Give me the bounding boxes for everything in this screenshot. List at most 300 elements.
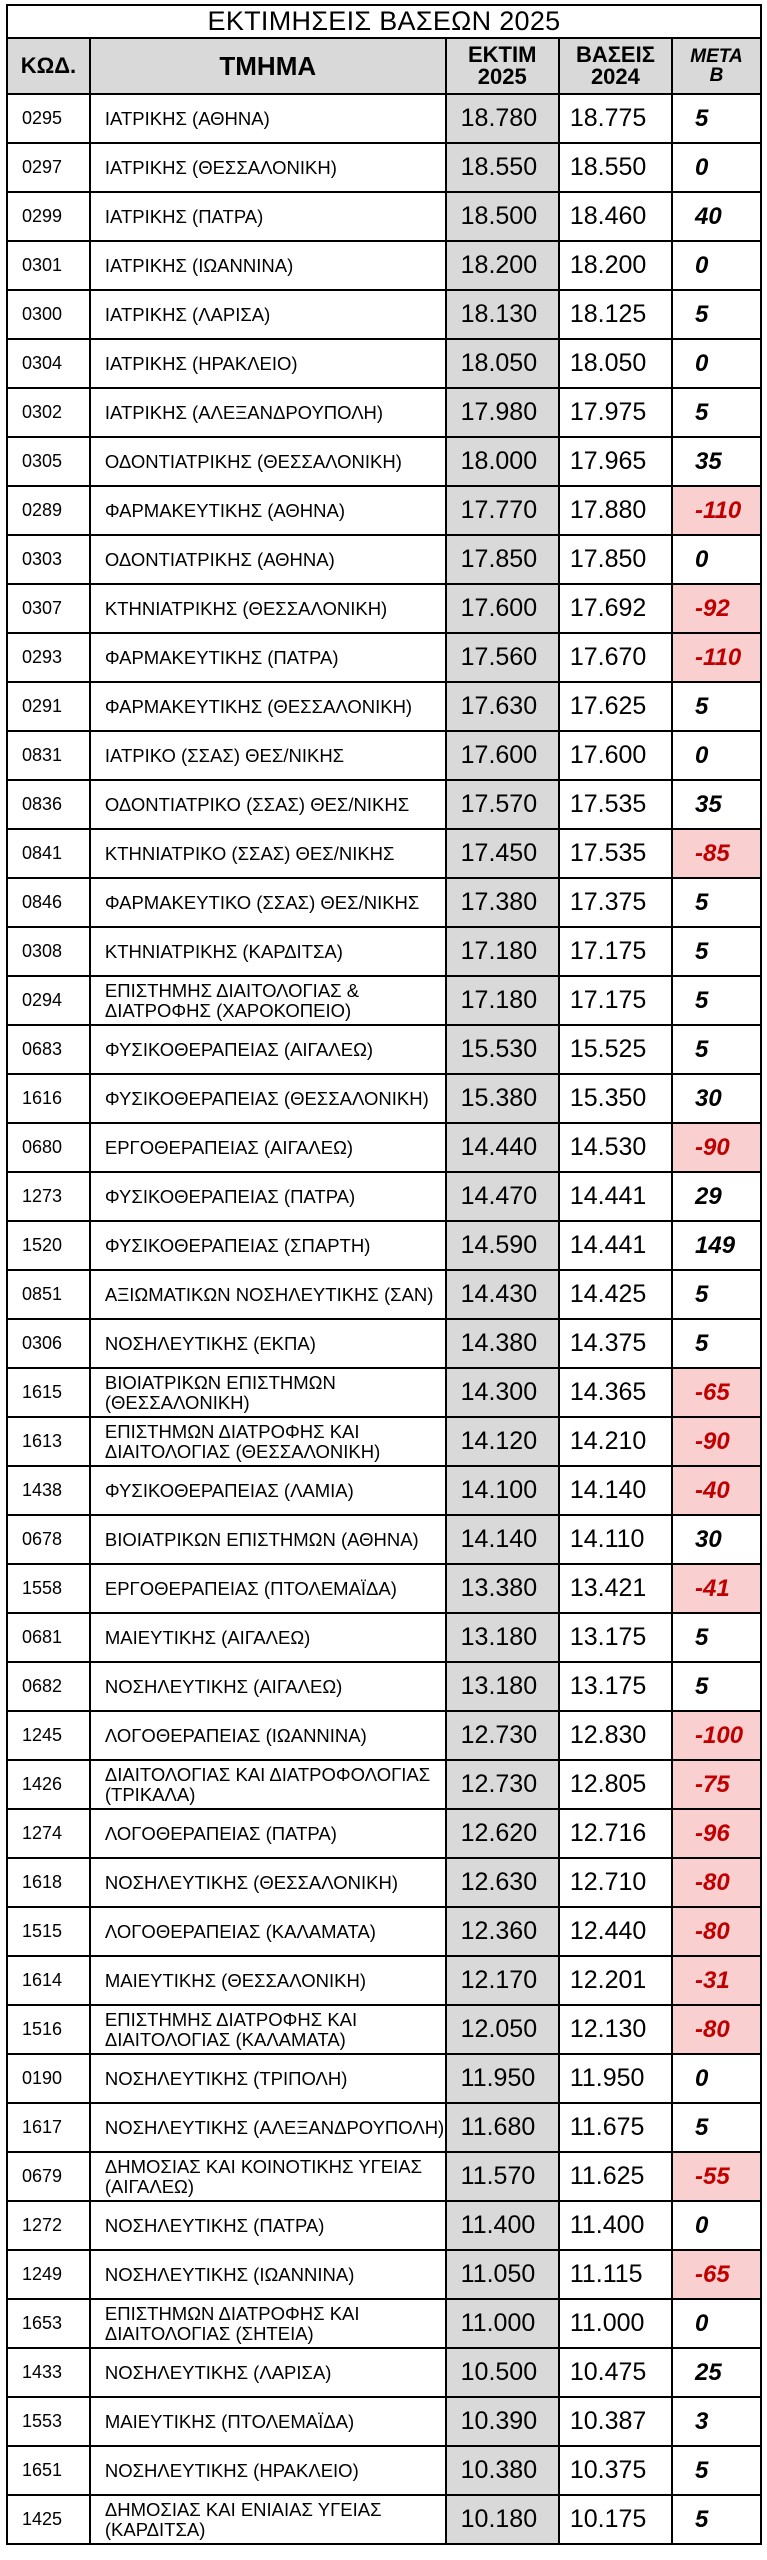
row-bases-2024: 17.670 [559,633,672,682]
row-estimate-2025: 17.180 [446,927,559,976]
row-code: 0304 [7,339,90,388]
row-bases-2024: 17.600 [559,731,672,780]
row-estimate-2025: 12.730 [446,1760,559,1809]
row-department: ΛΟΓΟΘΕΡΑΠΕΙΑΣ (ΚΑΛΑΜΑΤΑ) [90,1907,446,1956]
row-code: 0680 [7,1123,90,1172]
row-bases-2024: 17.625 [559,682,672,731]
row-bases-2024: 12.716 [559,1809,672,1858]
row-bases-2024: 11.950 [559,2054,672,2103]
table-row [7,486,761,535]
row-bases-2024: 14.210 [559,1417,672,1466]
row-code: 0190 [7,2054,90,2103]
row-code: 0679 [7,2152,90,2201]
row-estimate-2025: 11.950 [446,2054,559,2103]
row-bases-2024: 17.965 [559,437,672,486]
row-estimate-2025: 14.380 [446,1319,559,1368]
row-department: ΒΙΟΙΑΤΡΙΚΩΝ ΕΠΙΣΤΗΜΩΝ (ΘΕΣΣΑΛΟΝΙΚΗ) [90,1368,446,1417]
row-change: -75 [672,1760,761,1809]
row-bases-2024: 17.535 [559,780,672,829]
table-row [7,1564,761,1613]
table-row [7,2299,761,2348]
row-bases-2024: 12.805 [559,1760,672,1809]
row-department: ΔΗΜΟΣΙΑΣ ΚΑΙ ΚΟΙΝΟΤΙΚΗΣ ΥΓΕΙΑΣ (ΑΙΓΑΛΕΩ) [90,2152,446,2201]
row-bases-2024: 17.175 [559,927,672,976]
row-change: -85 [672,829,761,878]
header-change [672,38,761,94]
table-row [7,829,761,878]
row-bases-2024: 17.175 [559,976,672,1025]
table-row [7,535,761,584]
table-row [7,241,761,290]
row-department: ΦΑΡΜΑΚΕΥΤΙΚΗΣ (ΑΘΗΝΑ) [90,486,446,535]
table-row [7,1907,761,1956]
row-change: 5 [672,682,761,731]
row-department: ΙΑΤΡΙΚΗΣ (ΛΑΡΙΣΑ) [90,290,446,339]
row-estimate-2025: 14.300 [446,1368,559,1417]
row-change: -65 [672,2250,761,2299]
row-department: ΦΑΡΜΑΚΕΥΤΙΚΗΣ (ΠΑΤΡΑ) [90,633,446,682]
row-estimate-2025: 17.770 [446,486,559,535]
row-change: -40 [672,1466,761,1515]
row-estimate-2025: 17.180 [446,976,559,1025]
row-bases-2024: 14.530 [559,1123,672,1172]
row-code: 0305 [7,437,90,486]
row-code: 1516 [7,2005,90,2054]
row-bases-2024: 11.000 [559,2299,672,2348]
row-department: ΦΥΣΙΚΟΘΕΡΑΠΕΙΑΣ (ΣΠΑΡΤΗ) [90,1221,446,1270]
row-bases-2024: 14.365 [559,1368,672,1417]
table-row [7,1417,761,1466]
estimates-sheet [6,4,762,2556]
row-estimate-2025: 10.390 [446,2397,559,2446]
row-department: ΜΑΙΕΥΤΙΚΗΣ (ΘΕΣΣΑΛΟΝΙΚΗ) [90,1956,446,2005]
row-estimate-2025: 17.570 [446,780,559,829]
row-code: 1425 [7,2495,90,2544]
header-bases-2024 [559,38,672,94]
row-change: -92 [672,584,761,633]
row-code: 0295 [7,94,90,143]
row-change: -110 [672,633,761,682]
row-estimate-2025: 14.100 [446,1466,559,1515]
row-change: 0 [672,143,761,192]
row-change: 5 [672,388,761,437]
row-department: ΕΠΙΣΤΗΜΗΣ ΔΙΑΤΡΟΦΗΣ ΚΑΙ ΔΙΑΙΤΟΛΟΓΙΑΣ (ΚΑΛΑΜΑΤΑ) [90,2005,446,2054]
row-bases-2024: 10.175 [559,2495,672,2544]
row-department: ΔΗΜΟΣΙΑΣ ΚΑΙ ΕΝΙΑΙΑΣ ΥΓΕΙΑΣ (ΚΑΡΔΙΤΣΑ) [90,2495,446,2544]
row-code: 1653 [7,2299,90,2348]
row-estimate-2025: 18.780 [446,94,559,143]
row-bases-2024: 10.475 [559,2348,672,2397]
row-bases-2024: 18.200 [559,241,672,290]
row-estimate-2025: 18.550 [446,143,559,192]
row-estimate-2025: 10.500 [446,2348,559,2397]
row-estimate-2025: 17.980 [446,388,559,437]
row-bases-2024: 18.550 [559,143,672,192]
row-department: ΦΥΣΙΚΟΘΕΡΑΠΕΙΑΣ (ΛΑΜΙΑ) [90,1466,446,1515]
row-department: ΙΑΤΡΙΚΟ (ΣΣΑΣ) ΘΕΣ/ΝΙΚΗΣ [90,731,446,780]
row-bases-2024: 14.110 [559,1515,672,1564]
row-department: ΝΟΣΗΛΕΥΤΙΚΗΣ (ΤΡΙΠΟΛΗ) [90,2054,446,2103]
row-change: -80 [672,1858,761,1907]
table-row [7,1172,761,1221]
row-estimate-2025: 15.530 [446,1025,559,1074]
header-bases-line1: ΒΑΣΕΙΣ [575,42,655,67]
row-code: 0293 [7,633,90,682]
table-row [7,388,761,437]
row-department: ΙΑΤΡΙΚΗΣ (ΘΕΣΣΑΛΟΝΙΚΗ) [90,143,446,192]
table-row [7,1221,761,1270]
row-bases-2024: 12.440 [559,1907,672,1956]
row-code: 1613 [7,1417,90,1466]
row-department: ΦΑΡΜΑΚΕΥΤΙΚΟ (ΣΣΑΣ) ΘΕΣ/ΝΙΚΗΣ [90,878,446,927]
row-change: -90 [672,1123,761,1172]
row-department: ΦΥΣΙΚΟΘΕΡΑΠΕΙΑΣ (ΑΙΓΑΛΕΩ) [90,1025,446,1074]
table-row [7,143,761,192]
row-estimate-2025: 12.170 [446,1956,559,2005]
row-code: 1618 [7,1858,90,1907]
header-estimate-line2: 2025 [477,64,527,89]
row-department: ΝΟΣΗΛΕΥΤΙΚΗΣ (ΙΩΑΝΝΙΝΑ) [90,2250,446,2299]
row-bases-2024: 14.441 [559,1172,672,1221]
row-bases-2024: 10.387 [559,2397,672,2446]
row-change: 29 [672,1172,761,1221]
table-row [7,2348,761,2397]
table-row [7,1466,761,1515]
row-code: 1617 [7,2103,90,2152]
row-department: ΛΟΓΟΘΕΡΑΠΕΙΑΣ (ΠΑΤΡΑ) [90,1809,446,1858]
table-row [7,682,761,731]
row-code: 0682 [7,1662,90,1711]
row-department: ΝΟΣΗΛΕΥΤΙΚΗΣ (ΛΑΡΙΣΑ) [90,2348,446,2397]
row-estimate-2025: 15.380 [446,1074,559,1123]
row-department: ΙΑΤΡΙΚΗΣ (ΠΑΤΡΑ) [90,192,446,241]
row-bases-2024: 10.375 [559,2446,672,2495]
row-department: ΟΔΟΝΤΙΑΤΡΙΚΟ (ΣΣΑΣ) ΘΕΣ/ΝΙΚΗΣ [90,780,446,829]
row-change: 35 [672,437,761,486]
row-code: 1426 [7,1760,90,1809]
row-department: ΔΙΑΙΤΟΛΟΓΙΑΣ ΚΑΙ ΔΙΑΤΡΟΦΟΛΟΓΙΑΣ (ΤΡΙΚΑΛΑ) [90,1760,446,1809]
row-change: 5 [672,1662,761,1711]
row-estimate-2025: 17.850 [446,535,559,584]
row-estimate-2025: 12.730 [446,1711,559,1760]
table-row [7,2495,761,2544]
table-row [7,94,761,143]
row-code: 1616 [7,1074,90,1123]
row-estimate-2025: 12.050 [446,2005,559,2054]
table-row [7,1319,761,1368]
table-row [7,2103,761,2152]
row-bases-2024: 12.201 [559,1956,672,2005]
row-code: 0291 [7,682,90,731]
row-code: 0836 [7,780,90,829]
row-bases-2024: 17.692 [559,584,672,633]
row-change: 35 [672,780,761,829]
header-code: ΚΩΔ. [7,38,90,94]
row-estimate-2025: 18.000 [446,437,559,486]
table-row [7,584,761,633]
row-bases-2024: 12.130 [559,2005,672,2054]
header-bases-line2: 2024 [590,64,640,89]
row-estimate-2025: 10.380 [446,2446,559,2495]
row-code: 0678 [7,1515,90,1564]
row-estimate-2025: 17.560 [446,633,559,682]
row-bases-2024: 13.175 [559,1613,672,1662]
row-department: ΕΠΙΣΤΗΜΗΣ ΔΙΑΙΤΟΛΟΓΙΑΣ & ΔΙΑΤΡΟΦΗΣ (ΧΑΡΟΚΟΠΕΙΟ) [90,976,446,1025]
row-code: 0307 [7,584,90,633]
header-change-line1: ΜΕΤΑ [690,46,743,67]
table-row [7,2250,761,2299]
row-department: ΝΟΣΗΛΕΥΤΙΚΗΣ (ΕΚΠΑ) [90,1319,446,1368]
row-estimate-2025: 14.440 [446,1123,559,1172]
table-row [7,290,761,339]
row-code: 1438 [7,1466,90,1515]
table-row [7,2152,761,2201]
table-row [7,339,761,388]
row-bases-2024: 13.421 [559,1564,672,1613]
row-code: 1274 [7,1809,90,1858]
row-department: ΦΥΣΙΚΟΘΕΡΑΠΕΙΑΣ (ΠΑΤΡΑ) [90,1172,446,1221]
row-change: 5 [672,94,761,143]
row-code: 1558 [7,1564,90,1613]
row-change: 0 [672,731,761,780]
row-change: -31 [672,1956,761,2005]
row-change: -80 [672,2005,761,2054]
table-row [7,2054,761,2103]
row-bases-2024: 17.375 [559,878,672,927]
row-code: 0841 [7,829,90,878]
row-estimate-2025: 17.630 [446,682,559,731]
row-code: 0302 [7,388,90,437]
table-row [7,1025,761,1074]
table-row [7,1711,761,1760]
row-estimate-2025: 18.200 [446,241,559,290]
row-code: 1553 [7,2397,90,2446]
row-bases-2024: 14.425 [559,1270,672,1319]
row-code: 0831 [7,731,90,780]
row-bases-2024: 17.535 [559,829,672,878]
row-code: 1272 [7,2201,90,2250]
row-change: 5 [672,1319,761,1368]
row-department: ΕΠΙΣΤΗΜΩΝ ΔΙΑΤΡΟΦΗΣ ΚΑΙ ΔΙΑΙΤΟΛΟΓΙΑΣ (ΣΗΤΕΙΑ) [90,2299,446,2348]
row-estimate-2025: 12.630 [446,1858,559,1907]
row-change: -80 [672,1907,761,1956]
row-change: 0 [672,241,761,290]
row-code: 0300 [7,290,90,339]
row-change: 5 [672,878,761,927]
header-change-line2: Β [709,65,724,86]
row-code: 1249 [7,2250,90,2299]
row-change: 5 [672,1270,761,1319]
row-code: 0294 [7,976,90,1025]
row-estimate-2025: 18.500 [446,192,559,241]
row-bases-2024: 12.830 [559,1711,672,1760]
row-department: ΚΤΗΝΙΑΤΡΙΚΟ (ΣΣΑΣ) ΘΕΣ/ΝΙΚΗΣ [90,829,446,878]
table-row [7,1858,761,1907]
row-department: ΝΟΣΗΛΕΥΤΙΚΗΣ (ΗΡΑΚΛΕΙΟ) [90,2446,446,2495]
row-estimate-2025: 11.000 [446,2299,559,2348]
row-bases-2024: 14.140 [559,1466,672,1515]
table-row [7,1662,761,1711]
header-estimate-line1: ΕΚΤΙΜ [468,42,537,67]
row-department: ΑΞΙΩΜΑΤΙΚΩΝ ΝΟΣΗΛΕΥΤΙΚΗΣ (ΣΑΝ) [90,1270,446,1319]
row-change: 5 [672,290,761,339]
row-code: 0846 [7,878,90,927]
row-change: 5 [672,927,761,976]
row-bases-2024: 14.441 [559,1221,672,1270]
table-row [7,1956,761,2005]
row-code: 0299 [7,192,90,241]
row-estimate-2025: 14.590 [446,1221,559,1270]
sheet-title: ΕΚΤΙΜΗΣΕΙΣ ΒΑΣΕΩΝ 2025 [6,4,762,37]
row-estimate-2025: 14.140 [446,1515,559,1564]
table-row [7,1760,761,1809]
table-row [7,1368,761,1417]
row-department: ΝΟΣΗΛΕΥΤΙΚΗΣ (ΠΑΤΡΑ) [90,2201,446,2250]
row-change: 30 [672,1515,761,1564]
header-department: ΤΜΗΜΑ [90,38,446,94]
row-change: 0 [672,339,761,388]
table-row [7,1123,761,1172]
row-estimate-2025: 13.380 [446,1564,559,1613]
row-bases-2024: 11.400 [559,2201,672,2250]
row-code: 1615 [7,1368,90,1417]
header-estimate-2025 [446,38,559,94]
row-department: ΝΟΣΗΛΕΥΤΙΚΗΣ (ΘΕΣΣΑΛΟΝΙΚΗ) [90,1858,446,1907]
row-bases-2024: 14.375 [559,1319,672,1368]
row-change: 5 [672,1613,761,1662]
row-change: 30 [672,1074,761,1123]
row-change: 0 [672,2054,761,2103]
estimates-table [6,37,762,2545]
table-row [7,2201,761,2250]
table-row [7,437,761,486]
table-body [7,94,761,2544]
row-department: ΟΔΟΝΤΙΑΤΡΙΚΗΣ (ΑΘΗΝΑ) [90,535,446,584]
row-estimate-2025: 17.450 [446,829,559,878]
row-department: ΚΤΗΝΙΑΤΡΙΚΗΣ (ΚΑΡΔΙΤΣΑ) [90,927,446,976]
table-row [7,633,761,682]
row-code: 0681 [7,1613,90,1662]
row-change: 5 [672,2103,761,2152]
row-department: ΦΥΣΙΚΟΘΕΡΑΠΕΙΑΣ (ΘΕΣΣΑΛΟΝΙΚΗ) [90,1074,446,1123]
row-change: 5 [672,1025,761,1074]
row-bases-2024: 18.460 [559,192,672,241]
row-change: 0 [672,535,761,584]
row-bases-2024: 13.175 [559,1662,672,1711]
row-change: -90 [672,1417,761,1466]
row-change: -96 [672,1809,761,1858]
row-code: 0303 [7,535,90,584]
row-department: ΙΑΤΡΙΚΗΣ (ΙΩΑΝΝΙΝΑ) [90,241,446,290]
row-estimate-2025: 14.120 [446,1417,559,1466]
row-change: 0 [672,2299,761,2348]
table-row [7,2397,761,2446]
row-bases-2024: 12.710 [559,1858,672,1907]
row-code: 1515 [7,1907,90,1956]
row-estimate-2025: 17.600 [446,584,559,633]
row-department: ΝΟΣΗΛΕΥΤΙΚΗΣ (ΑΛΕΞΑΝΔΡΟΥΠΟΛΗ) [90,2103,446,2152]
row-department: ΦΑΡΜΑΚΕΥΤΙΚΗΣ (ΘΕΣΣΑΛΟΝΙΚΗ) [90,682,446,731]
row-change: 3 [672,2397,761,2446]
row-estimate-2025: 11.570 [446,2152,559,2201]
row-bases-2024: 15.525 [559,1025,672,1074]
row-department: ΙΑΤΡΙΚΗΣ (ΑΛΕΞΑΝΔΡΟΥΠΟΛΗ) [90,388,446,437]
row-bases-2024: 17.975 [559,388,672,437]
row-code: 1273 [7,1172,90,1221]
row-change: -55 [672,2152,761,2201]
row-code: 0301 [7,241,90,290]
table-row [7,192,761,241]
row-department: ΟΔΟΝΤΙΑΤΡΙΚΗΣ (ΘΕΣΣΑΛΟΝΙΚΗ) [90,437,446,486]
row-department: ΙΑΤΡΙΚΗΣ (ΗΡΑΚΛΕΙΟ) [90,339,446,388]
row-bases-2024: 18.775 [559,94,672,143]
row-bases-2024: 15.350 [559,1074,672,1123]
table-row [7,1074,761,1123]
row-estimate-2025: 11.400 [446,2201,559,2250]
row-change: 0 [672,2201,761,2250]
row-estimate-2025: 11.680 [446,2103,559,2152]
table-row [7,731,761,780]
row-code: 0851 [7,1270,90,1319]
row-estimate-2025: 11.050 [446,2250,559,2299]
row-department: ΕΡΓΟΘΕΡΑΠΕΙΑΣ (ΑΙΓΑΛΕΩ) [90,1123,446,1172]
row-estimate-2025: 18.130 [446,290,559,339]
row-estimate-2025: 14.430 [446,1270,559,1319]
row-estimate-2025: 13.180 [446,1662,559,1711]
table-row [7,1515,761,1564]
row-estimate-2025: 12.620 [446,1809,559,1858]
table-row [7,1270,761,1319]
row-change: 25 [672,2348,761,2397]
row-code: 0683 [7,1025,90,1074]
row-change: 5 [672,2495,761,2544]
row-estimate-2025: 18.050 [446,339,559,388]
row-change: -110 [672,486,761,535]
row-department: ΛΟΓΟΘΕΡΑΠΕΙΑΣ (ΙΩΑΝΝΙΝΑ) [90,1711,446,1760]
row-bases-2024: 11.625 [559,2152,672,2201]
row-estimate-2025: 12.360 [446,1907,559,1956]
row-bases-2024: 18.050 [559,339,672,388]
row-department: ΜΑΙΕΥΤΙΚΗΣ (ΑΙΓΑΛΕΩ) [90,1613,446,1662]
row-code: 0297 [7,143,90,192]
row-change: 149 [672,1221,761,1270]
row-department: ΕΡΓΟΘΕΡΑΠΕΙΑΣ (ΠΤΟΛΕΜΑΪΔΑ) [90,1564,446,1613]
row-department: ΝΟΣΗΛΕΥΤΙΚΗΣ (ΑΙΓΑΛΕΩ) [90,1662,446,1711]
table-row [7,2446,761,2495]
row-change: 5 [672,2446,761,2495]
table-row [7,2005,761,2054]
table-row [7,1809,761,1858]
row-estimate-2025: 17.600 [446,731,559,780]
row-code: 1433 [7,2348,90,2397]
row-change: -65 [672,1368,761,1417]
table-row [7,976,761,1025]
row-bases-2024: 11.675 [559,2103,672,2152]
row-change: -41 [672,1564,761,1613]
row-bases-2024: 11.115 [559,2250,672,2299]
row-estimate-2025: 10.180 [446,2495,559,2544]
row-department: ΒΙΟΙΑΤΡΙΚΩΝ ΕΠΙΣΤΗΜΩΝ (ΑΘΗΝΑ) [90,1515,446,1564]
table-header-row [7,38,761,94]
row-code: 1651 [7,2446,90,2495]
row-estimate-2025: 14.470 [446,1172,559,1221]
row-code: 0306 [7,1319,90,1368]
row-change: 5 [672,976,761,1025]
row-change: 40 [672,192,761,241]
row-change: -100 [672,1711,761,1760]
row-code: 0308 [7,927,90,976]
row-estimate-2025: 13.180 [446,1613,559,1662]
